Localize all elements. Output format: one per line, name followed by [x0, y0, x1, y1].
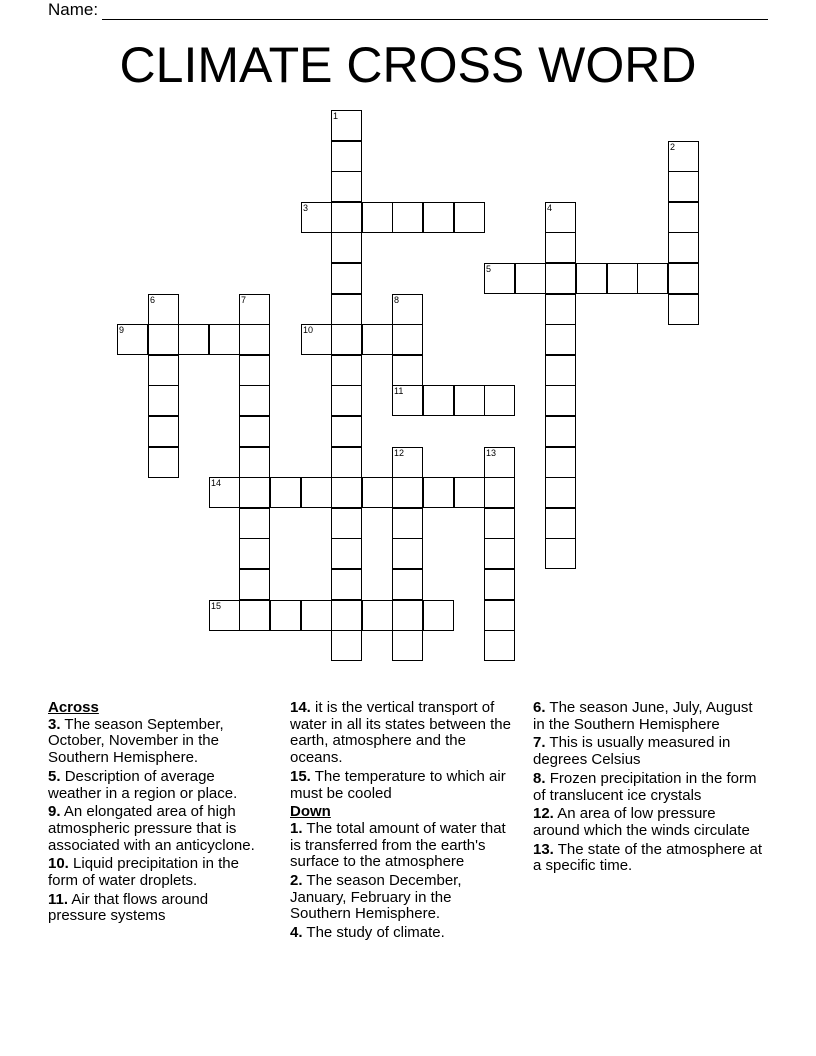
grid-cell[interactable]: [148, 416, 179, 447]
grid-cell[interactable]: [239, 600, 270, 631]
down-clue: 12. An area of low pressure around which the winds circulate: [533, 805, 750, 839]
grid-cell[interactable]: [392, 385, 423, 416]
name-label: Name:: [48, 0, 99, 19]
grid-cell[interactable]: [423, 477, 454, 508]
grid-cell[interactable]: [576, 263, 607, 294]
clue-number: 10: [303, 325, 314, 335]
grid-cell[interactable]: [484, 630, 515, 661]
grid-cell[interactable]: [392, 324, 423, 355]
grid-cell[interactable]: [392, 538, 423, 569]
grid-cell[interactable]: [362, 202, 393, 233]
grid-cell[interactable]: [239, 538, 270, 569]
grid-cell[interactable]: [545, 416, 576, 447]
grid-cell[interactable]: [148, 385, 179, 416]
grid-cell[interactable]: [484, 600, 515, 631]
down-clue: 7. This is usually measured in degrees Celsius: [533, 734, 731, 769]
grid-cell[interactable]: [484, 385, 515, 416]
across-clue: 14. it is the vertical transport of water in all its states between the earth, atmosphere and the oceans.: [290, 699, 511, 767]
grid-cell[interactable]: [362, 600, 393, 631]
grid-cell[interactable]: [331, 630, 362, 661]
grid-cell[interactable]: [239, 416, 270, 447]
grid-cell[interactable]: [148, 447, 179, 478]
grid-cell[interactable]: [392, 294, 423, 325]
grid-cell[interactable]: [484, 447, 515, 478]
grid-cell[interactable]: [239, 477, 270, 508]
grid-cell[interactable]: [668, 171, 699, 202]
grid-cell[interactable]: [239, 569, 270, 600]
grid-cell[interactable]: [331, 324, 362, 355]
grid-cell[interactable]: [331, 416, 362, 447]
clue-number: 15: [211, 601, 222, 611]
grid-cell[interactable]: [484, 569, 515, 600]
grid-cell[interactable]: [515, 263, 546, 294]
clue-number: 4: [547, 203, 553, 213]
down-clue: 8. Frozen precipitation in the form of translucent ice crystals: [533, 769, 757, 804]
clue-number: 14: [211, 478, 222, 488]
grid-cell[interactable]: [331, 263, 362, 294]
grid-cell[interactable]: [454, 385, 485, 416]
grid-cell[interactable]: [668, 232, 699, 263]
grid-cell[interactable]: [545, 263, 576, 294]
grid-cell[interactable]: [148, 294, 179, 325]
across-clue: 15. The temperature to which air must be cooled: [290, 767, 506, 802]
grid-cell[interactable]: [209, 477, 240, 508]
grid-cell[interactable]: [270, 600, 301, 631]
grid-cell[interactable]: [331, 110, 362, 141]
grid-cell[interactable]: [331, 538, 362, 569]
grid-cell[interactable]: [331, 385, 362, 416]
grid-cell[interactable]: [331, 232, 362, 263]
grid-cell[interactable]: [392, 630, 423, 661]
grid-cell[interactable]: [362, 324, 393, 355]
clue-number: 3: [303, 203, 309, 213]
page-title: CLIMATE CROSS WORD: [119, 37, 697, 93]
across-clue: 3. The season September, October, November in the Southern Hemisphere.: [48, 715, 224, 767]
grid-cell[interactable]: [209, 324, 240, 355]
clue-number: 9: [119, 325, 125, 335]
across-header: Across: [48, 699, 99, 716]
grid-cell[interactable]: [545, 447, 576, 478]
grid-cell[interactable]: [423, 600, 454, 631]
clue-number: 5: [486, 264, 492, 274]
grid-cell[interactable]: [423, 385, 454, 416]
grid-cell[interactable]: [545, 232, 576, 263]
grid-cell[interactable]: [545, 324, 576, 355]
grid-cell[interactable]: [484, 477, 515, 508]
grid-cell[interactable]: [607, 263, 638, 294]
grid-cell[interactable]: [301, 600, 332, 631]
grid-cell[interactable]: [545, 202, 576, 233]
grid-cell[interactable]: [331, 294, 362, 325]
grid-cell[interactable]: [392, 600, 423, 631]
down-clue: 6. The season June, July, August in the Southern Hemisphere: [533, 699, 753, 733]
grid-cell[interactable]: [484, 508, 515, 539]
grid-cell[interactable]: [668, 294, 699, 325]
grid-cell[interactable]: [331, 355, 362, 386]
grid-cell[interactable]: [331, 202, 362, 233]
down-header: Down: [290, 803, 331, 821]
grid-cell[interactable]: [668, 263, 699, 294]
grid-cell[interactable]: [239, 447, 270, 478]
down-clue: 2. The season December, January, February in the Southern Hemisphere.: [290, 872, 462, 923]
grid-cell[interactable]: [148, 355, 179, 386]
grid-cell[interactable]: [423, 202, 454, 233]
grid-cell[interactable]: [454, 202, 485, 233]
across-clue: 10. Liquid precipitation in the form of water droplets.: [48, 855, 239, 890]
clue-number: 13: [486, 448, 497, 458]
clue-number: 7: [241, 295, 247, 305]
clue-number: 2: [670, 142, 676, 152]
grid-cell[interactable]: [392, 202, 423, 233]
grid-cell[interactable]: [545, 385, 576, 416]
clues-column-1: [48, 700, 270, 927]
grid-cell[interactable]: [545, 477, 576, 508]
grid-cell[interactable]: [545, 355, 576, 386]
grid-cell[interactable]: [545, 508, 576, 539]
grid-cell[interactable]: [239, 385, 270, 416]
grid-cell[interactable]: [331, 477, 362, 508]
grid-cell[interactable]: [301, 477, 332, 508]
grid-cell[interactable]: [392, 447, 423, 478]
grid-cell[interactable]: [301, 324, 332, 355]
clue-number: 8: [394, 295, 400, 305]
grid-cell[interactable]: [454, 477, 485, 508]
grid-cell[interactable]: [148, 324, 179, 355]
grid-cell[interactable]: [301, 202, 332, 233]
grid-cell[interactable]: [545, 538, 576, 569]
grid-cell[interactable]: [178, 324, 209, 355]
grid-cell[interactable]: [239, 355, 270, 386]
grid-cell[interactable]: [239, 294, 270, 325]
clues-column-2: [290, 700, 515, 944]
clue-number: 1: [333, 111, 339, 121]
grid-cell[interactable]: [239, 324, 270, 355]
grid-cell[interactable]: [392, 355, 423, 386]
grid-cell[interactable]: [392, 508, 423, 539]
clue-number: 6: [150, 295, 156, 305]
clue-number: 12: [394, 448, 405, 458]
down-clue: 13. The state of the atmosphere at a specific time.: [533, 840, 763, 875]
grid-cell[interactable]: [331, 171, 362, 202]
grid-cell[interactable]: [331, 447, 362, 478]
grid-cell[interactable]: [392, 569, 423, 600]
grid-cell[interactable]: [331, 569, 362, 600]
grid-cell[interactable]: [270, 477, 301, 508]
grid-cell[interactable]: [668, 202, 699, 233]
grid-cell[interactable]: [362, 477, 393, 508]
grid-cell[interactable]: [331, 508, 362, 539]
grid-cell[interactable]: [331, 141, 362, 172]
grid-cell[interactable]: [484, 538, 515, 569]
grid-cell[interactable]: [545, 294, 576, 325]
grid-cell[interactable]: [484, 263, 515, 294]
grid-cell[interactable]: [331, 600, 362, 631]
across-clue: 9. An elongated area of high atmospheric pressure that is associated with an anticyclone.: [48, 803, 255, 854]
grid-cell[interactable]: [668, 141, 699, 172]
grid-cell[interactable]: [117, 324, 148, 355]
down-clue: 4. The study of climate.: [290, 924, 445, 942]
grid-cell[interactable]: [239, 508, 270, 539]
across-clue: 11. Air that flows around pressure systems: [48, 890, 209, 925]
grid-cell[interactable]: [209, 600, 240, 631]
clues-column-3: [533, 700, 765, 877]
clue-number: 11: [394, 386, 404, 396]
across-clue: 5. Description of average weather in a region or place.: [48, 767, 238, 802]
down-clue: 1. The total amount of water that is transferred from the earth's surface to the atmosphere: [290, 819, 506, 871]
grid-cell[interactable]: [637, 263, 668, 294]
grid-cell[interactable]: [392, 477, 423, 508]
